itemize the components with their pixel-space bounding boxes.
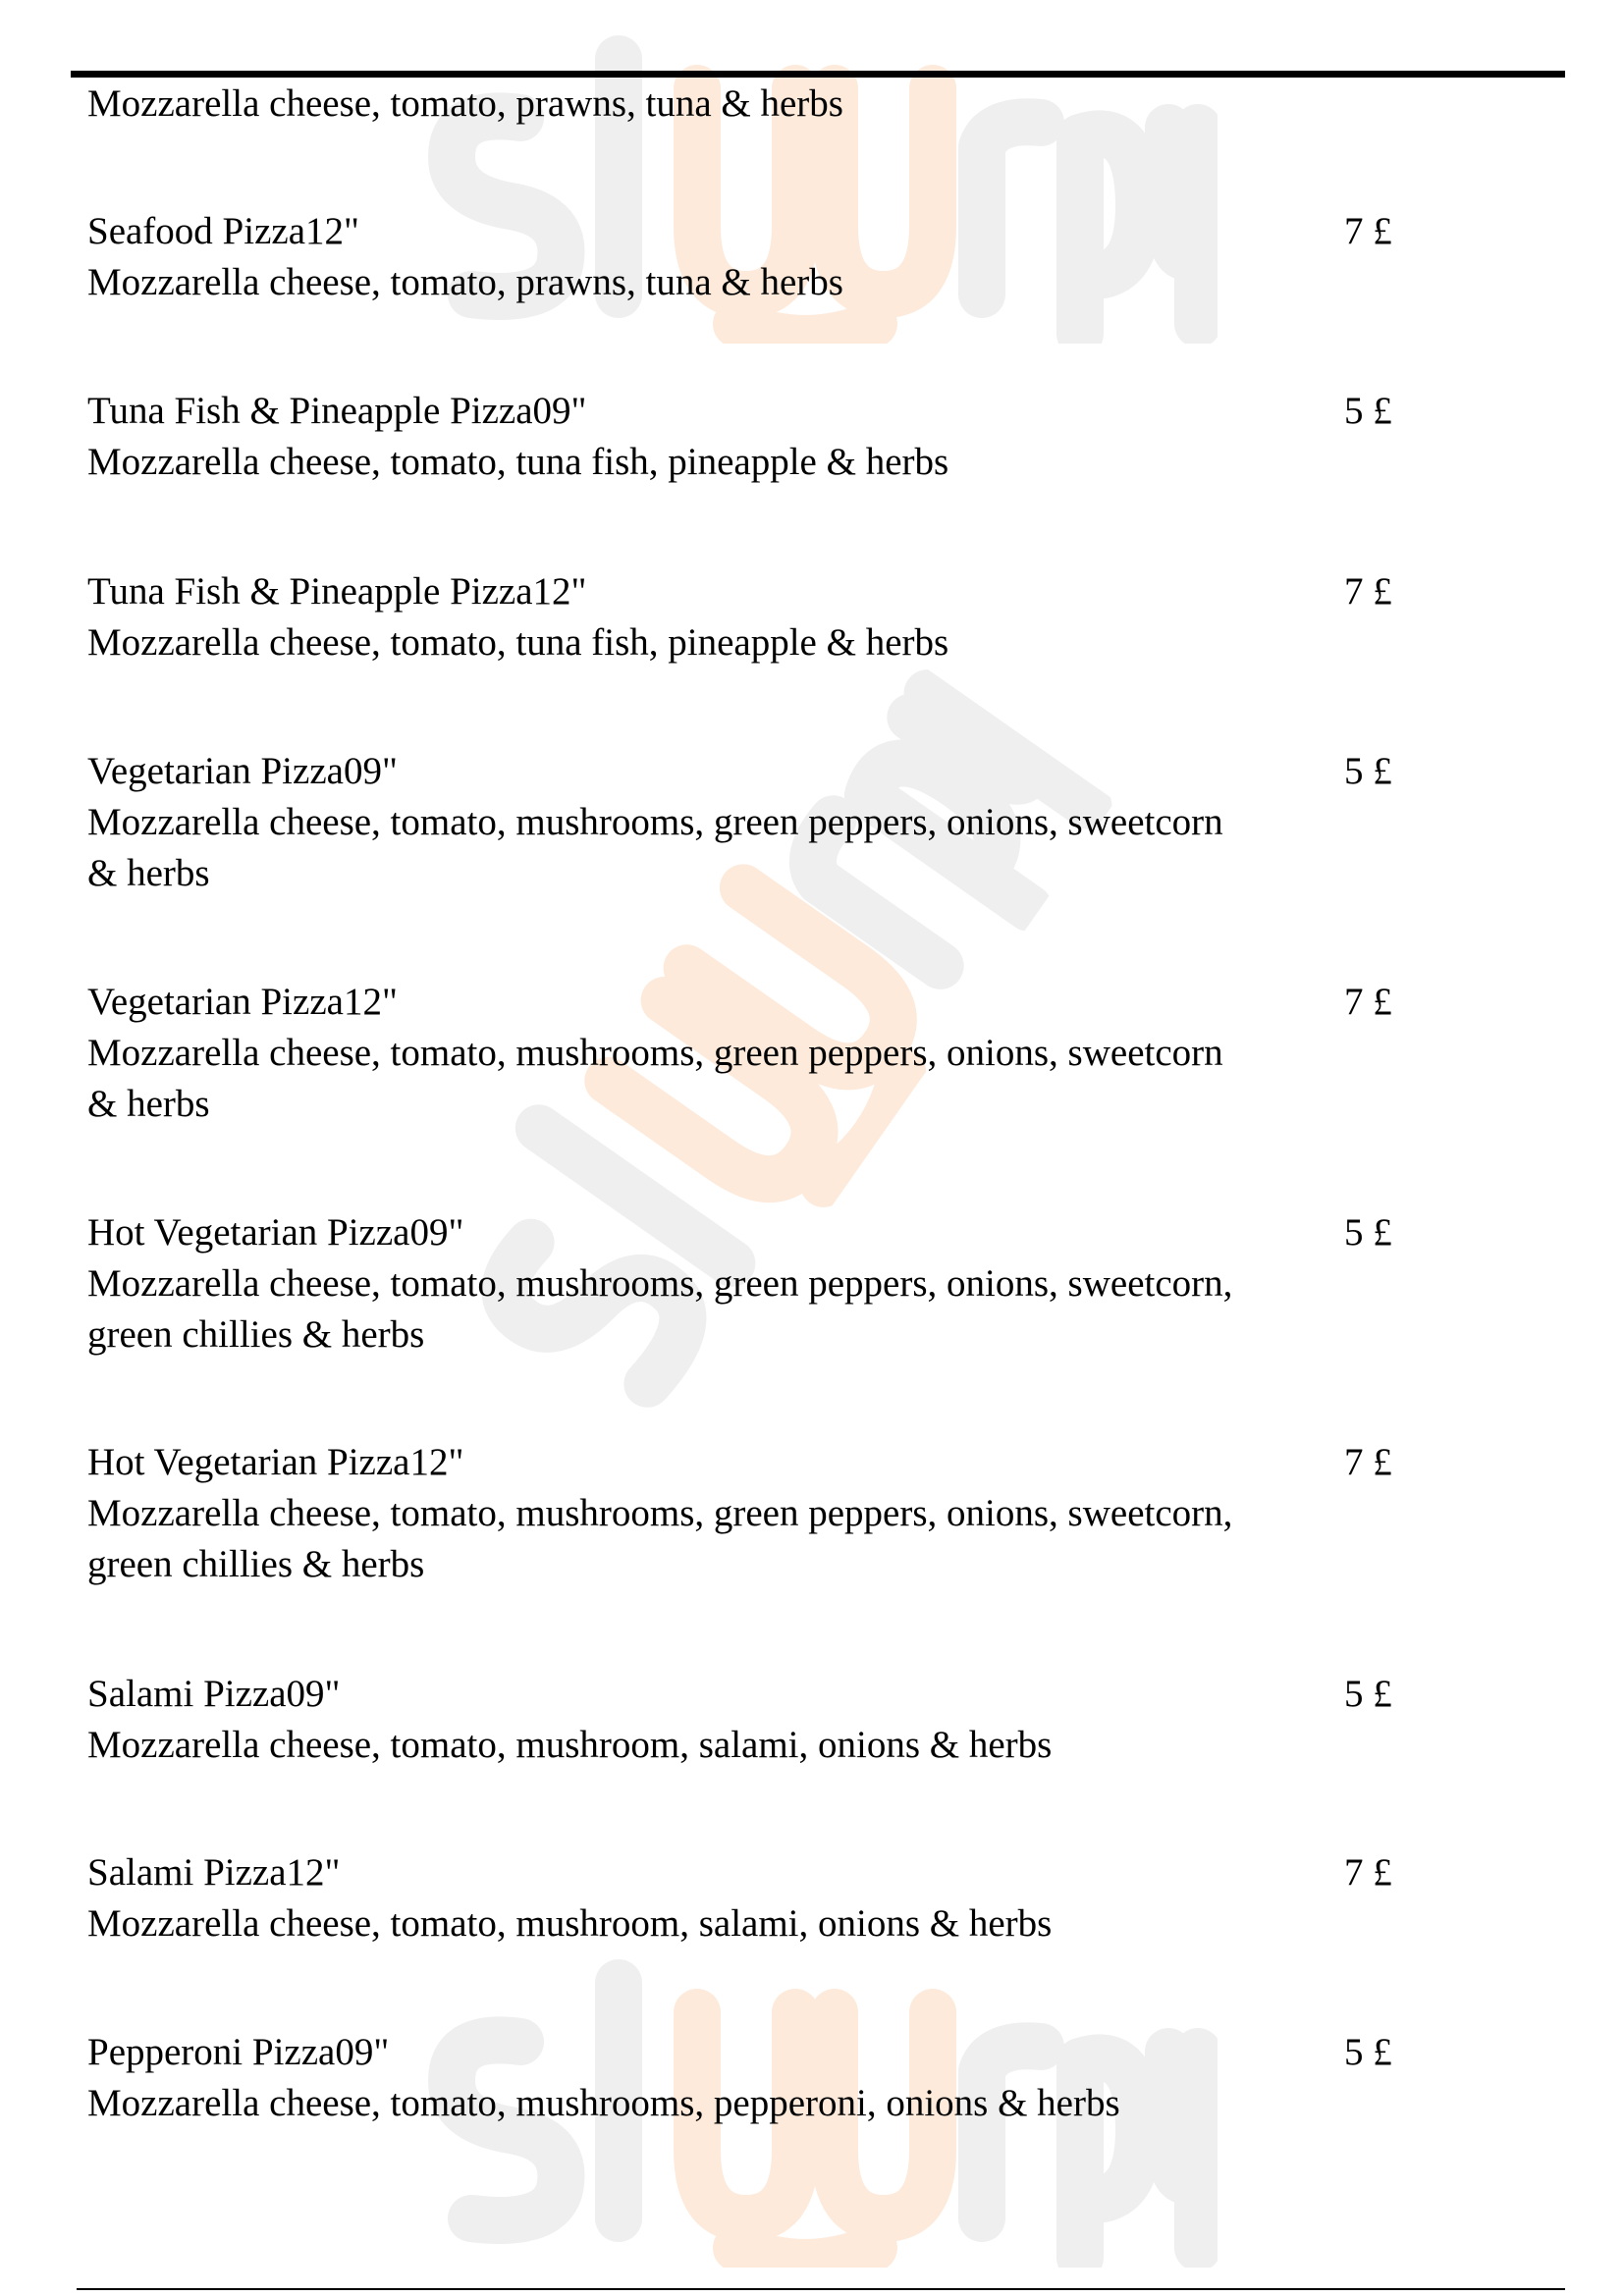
item-description: Mozzarella cheese, tomato, mushrooms, green peppers, onions, sweetcorn & herbs: [87, 801, 1223, 894]
item-price: 7 £: [1344, 1441, 1392, 1483]
item-name: Pepperoni Pizza09": [87, 2031, 390, 2073]
menu-item: [87, 746, 1541, 899]
item-name: Salami Pizza09": [87, 1673, 341, 1715]
item-name: Hot Vegetarian Pizza12": [87, 1441, 464, 1483]
item-name: Tuna Fish & Pineapple Pizza12": [87, 570, 587, 613]
item-description: Mozzarella cheese, tomato, tuna fish, pineapple & herbs: [87, 621, 949, 664]
item-description: Mozzarella cheese, tomato, tuna fish, pineapple & herbs: [87, 441, 949, 483]
item-price: 5 £: [1344, 750, 1392, 792]
menu-item: [87, 977, 1541, 1130]
menu-item: [87, 2027, 1541, 2129]
item-description: Mozzarella cheese, tomato, mushroom, salami, onions & herbs: [87, 1724, 1053, 1766]
menu-item: [87, 1437, 1541, 1590]
item-description: Mozzarella cheese, tomato, mushroom, salami, onions & herbs: [87, 1902, 1053, 1945]
item-price: 7 £: [1344, 570, 1392, 613]
item-price: 7 £: [1344, 1851, 1392, 1894]
item-description: Mozzarella cheese, tomato, mushrooms, green peppers, onions, sweetcorn & herbs: [87, 1032, 1223, 1125]
item-price: 5 £: [1344, 1673, 1392, 1715]
item-name: Seafood Pizza12": [87, 210, 359, 252]
item-name: Tuna Fish & Pineapple Pizza09": [87, 390, 587, 432]
menu-item: [87, 1669, 1541, 1771]
item-price: 7 £: [1344, 981, 1392, 1023]
menu-item: [87, 206, 1541, 308]
menu-item-continued: [87, 79, 1541, 130]
menu-item: [87, 1847, 1541, 1949]
item-name: Vegetarian Pizza09": [87, 750, 398, 792]
item-description: Mozzarella cheese, tomato, mushrooms, pepperoni, onions & herbs: [87, 2082, 1120, 2124]
menu-item: [87, 566, 1541, 668]
item-description: Mozzarella cheese, tomato, mushrooms, green peppers, onions, sweetcorn, green chillies & herbs: [87, 1262, 1233, 1356]
item-name: Salami Pizza12": [87, 1851, 341, 1894]
item-description: Mozzarella cheese, tomato, prawns, tuna & herbs: [87, 82, 843, 125]
menu-item: [87, 1207, 1541, 1361]
bottom-rule: [77, 2288, 1565, 2290]
item-price: 5 £: [1344, 1211, 1392, 1254]
top-rule: [71, 71, 1565, 78]
menu-item: [87, 386, 1541, 488]
item-description: Mozzarella cheese, tomato, mushrooms, green peppers, onions, sweetcorn, green chillies & herbs: [87, 1492, 1233, 1585]
item-price: 5 £: [1344, 2031, 1392, 2073]
item-price: 5 £: [1344, 390, 1392, 432]
item-description: Mozzarella cheese, tomato, prawns, tuna & herbs: [87, 261, 843, 303]
item-price: 7 £: [1344, 210, 1392, 252]
item-name: Hot Vegetarian Pizza09": [87, 1211, 464, 1254]
item-name: Vegetarian Pizza12": [87, 981, 398, 1023]
